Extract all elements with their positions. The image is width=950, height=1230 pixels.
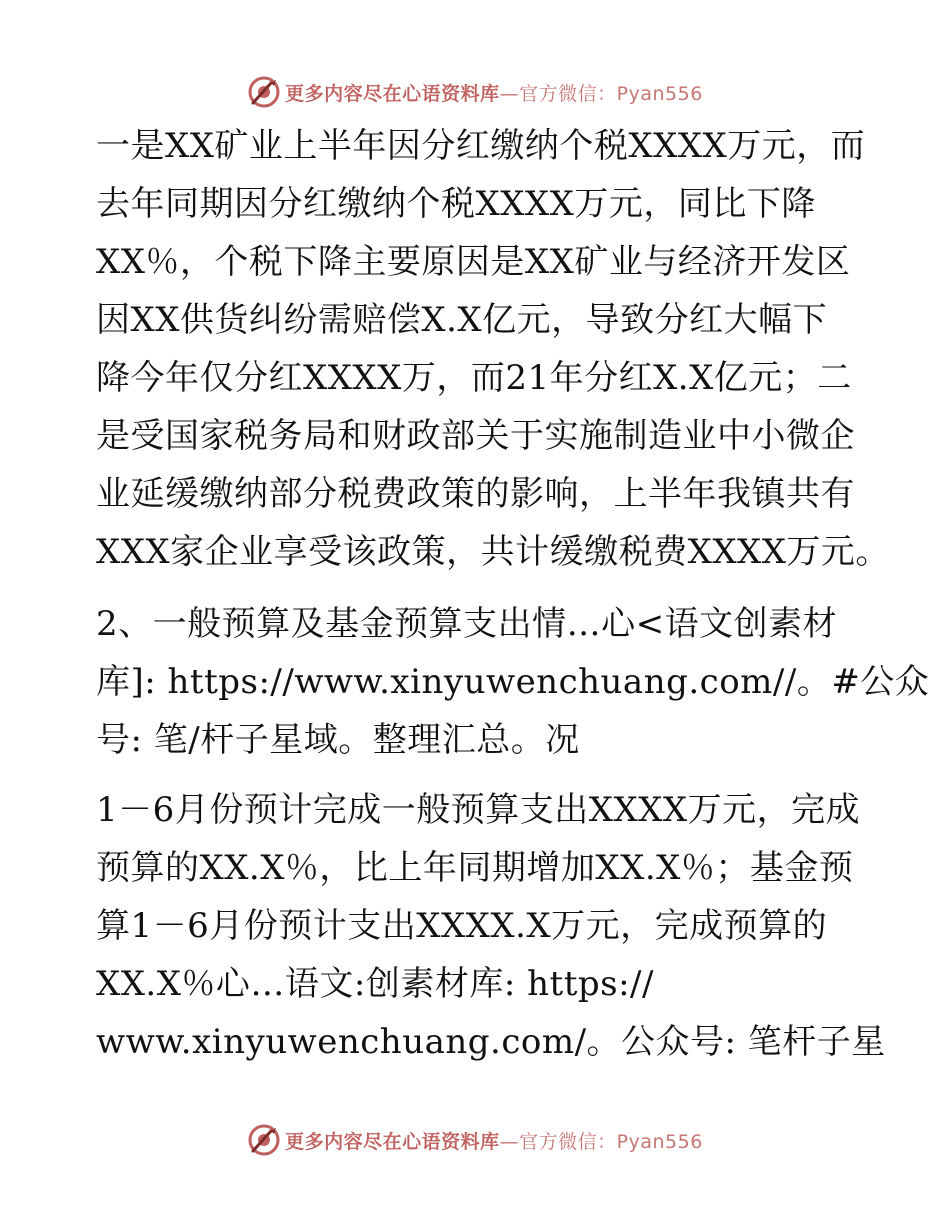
text-line: 是受国家税务局和财政部关于实施制造业中小微企 xyxy=(96,416,855,456)
footer-contact-text: —官方微信：Pyan556 xyxy=(499,1130,703,1153)
text-line: 因XX供货纠纷需赔偿X.X亿元，导致分红大幅下 xyxy=(96,300,828,340)
text-line: 2、一般预算及基金预算支出情…心<语文创素材 xyxy=(96,604,838,644)
header-contact-text: —官方微信：Pyan556 xyxy=(499,82,703,105)
text-line: 号: 笔/杆子星域。整理汇总。况 xyxy=(96,720,580,760)
text-line: 算1－6月份预计支出XXXX.X万元，完成预算的 xyxy=(96,906,828,946)
text-line: 一是XX矿业上半年因分红缴纳个税XXXX万元，而 xyxy=(96,126,866,166)
header-watermark-banner xyxy=(0,72,950,112)
text-line: XX.X％心…语文:创素材库: https:// xyxy=(96,964,654,1004)
watermark-logo-icon xyxy=(247,75,281,109)
text-line: 预算的XX.X％，比上年同期增加XX.X％；基金预 xyxy=(96,848,854,888)
footer-site-text: 更多内容尽在心语资料库 xyxy=(285,1130,500,1153)
text-line: 1－6月份预计完成一般预算支出XXXX万元，完成 xyxy=(96,790,861,830)
paragraph-budget-expenditure xyxy=(96,781,886,1071)
footer-watermark-banner xyxy=(0,1120,950,1160)
text-line: XXX家企业享受该政策，共计缓缴税费XXXX万元。 xyxy=(96,532,890,572)
text-line: 去年同期因分红缴纳个税XXXX万元，同比下降 xyxy=(96,184,816,224)
text-line: 降今年仅分红XXXX万，而21年分红X.X亿元；二 xyxy=(96,358,852,398)
paragraph-expenditure-heading xyxy=(96,595,930,769)
header-site-text: 更多内容尽在心语资料库 xyxy=(285,82,500,105)
header-watermark-text xyxy=(285,79,703,106)
text-line: XX％，个税下降主要原因是XX矿业与经济开发区 xyxy=(96,242,851,282)
footer-watermark-text xyxy=(285,1127,703,1154)
paragraph-tax-decline xyxy=(96,117,890,581)
text-line: 库]: https://www.xinyuwenchuang.com//。#公众 xyxy=(96,662,930,702)
document-body xyxy=(96,117,930,1071)
text-line: 业延缓缴纳部分税费政策的影响，上半年我镇共有 xyxy=(96,474,855,514)
watermark-logo-icon xyxy=(247,1123,281,1157)
text-line: www.xinyuwenchuang.com/。公众号: 笔杆子星 xyxy=(96,1022,886,1062)
